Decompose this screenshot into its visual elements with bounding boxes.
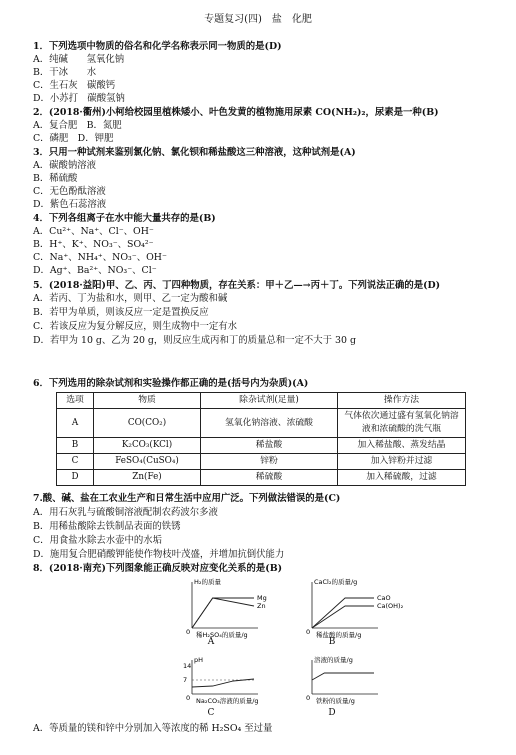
q7-option-b: B．用稀盐酸除去铁制品表面的铁锈	[33, 521, 181, 532]
q1-stem: 1．下列选项中物质的俗名和化学名称表示同一物质的是(D)	[33, 41, 282, 52]
chart-b-caption: B	[328, 637, 336, 647]
table-cell: C	[57, 454, 94, 470]
table-cell: K₂CO₃(KCl)	[94, 438, 201, 454]
q4-option-b: B．H⁺、K⁺、NO₃⁻、SO₄²⁻	[33, 239, 154, 250]
q3-option-a: A．碳酸钠溶液	[33, 160, 97, 171]
chart-b	[300, 578, 420, 648]
q4-option-d: D．Ag⁺、Ba²⁺、NO₃⁻、Cl⁻	[33, 265, 157, 276]
q3-option-c: C．无色酚酞溶液	[33, 186, 106, 197]
q5-option-a: A．若丙、丁为盐和水，则甲、乙一定为酸和碱	[33, 293, 228, 304]
q4-stem: 4．下列各组离子在水中能大量共存的是(B)	[33, 213, 216, 224]
q3-option-d: D．紫色石蕊溶液	[33, 199, 107, 210]
table-header-cell: 物质	[94, 393, 201, 409]
q6-table	[56, 392, 466, 486]
chart-c-svg	[180, 656, 300, 714]
y-axis-label: H₂的质量	[194, 578, 221, 586]
series-line	[192, 598, 254, 628]
q1-option-b: B．干冰 水	[33, 67, 97, 78]
table-header-cell: 选项	[57, 393, 94, 409]
chart-b-svg	[300, 578, 420, 648]
origin-label: 0	[306, 694, 311, 702]
chart-c	[180, 656, 300, 714]
x-axis-label: 稀H₂SO₄的质量/g	[196, 631, 248, 639]
q5-option-d: D．若甲为 10 g、乙为 20 g，则反应生成丙和丁的质量总和一定不大于 30 g	[33, 335, 356, 346]
q5-option-b: B．若甲为单质，则该反应一定是置换反应	[33, 307, 209, 318]
q2-stem: 2．(2018·衢州)小柯给校园里植株矮小、叶色发黄的植物施用尿素 CO(NH₂)₂，尿素是一种(B)	[33, 107, 439, 118]
series-label: Zn	[257, 602, 266, 610]
x-axis-label: 铁粉的质量/g	[316, 697, 355, 705]
chart-d-caption: D	[328, 708, 336, 718]
q1-option-c: C．生石灰 碳酸钙	[33, 80, 116, 91]
table-header-row	[57, 393, 466, 409]
chart-a-caption: A	[207, 637, 215, 647]
chart-a	[180, 578, 300, 648]
table-cell: CO(CO₂)	[94, 409, 201, 438]
y-axis-label: CaCl₂的质量/g	[314, 578, 358, 586]
origin-label: 0	[186, 628, 191, 636]
q3-stem: 3．只用一种试剂来鉴别氯化钠、氯化钡和稀盐酸这三种溶液，这种试剂是(A)	[33, 147, 356, 158]
q7-stem: 7.酸、碱、盐在工农业生产和日常生活中应用广泛。下列做法错误的是(C)	[33, 493, 341, 504]
series-line	[192, 598, 254, 628]
table-cell: 氢氧化钠溶液、浓硫酸	[201, 409, 338, 438]
table-cell: 加入稀硫酸，过滤	[338, 470, 466, 486]
series-line	[312, 606, 374, 628]
series-label: Mg	[257, 594, 267, 602]
y-axis-label: 溶液的质量/g	[314, 656, 353, 664]
table-row	[57, 470, 466, 486]
series-label: CaO	[377, 594, 391, 602]
q4-option-a: A．Cu²⁺、Na⁺、Cl⁻、OH⁻	[33, 226, 154, 237]
table-header-cell: 操作方法	[338, 393, 466, 409]
chart-d	[300, 656, 420, 714]
q5-option-c: C．若该反应为复分解反应，则生成物中一定有水	[33, 321, 238, 332]
table-header-cell: 除杂试剂(足量)	[201, 393, 338, 409]
table-cell: 锌粉	[201, 454, 338, 470]
series-line	[312, 673, 374, 680]
table-cell: Zn(Fe)	[94, 470, 201, 486]
q8-stem: 8．(2018·南充)下列图象能正确反映对应变化关系的是(B)	[33, 563, 283, 574]
table-cell: B	[57, 438, 94, 454]
table-cell: 加入稀盐酸、蒸发结晶	[338, 438, 466, 454]
table-row	[57, 438, 466, 454]
page-title: 专题复习(四) 盐 化肥	[204, 14, 312, 25]
q7-option-c: C．用食盐水除去水壶中的水垢	[33, 535, 163, 546]
q6-stem: 6．下列选用的除杂试剂和实验操作都正确的是(括号内为杂质)(A)	[33, 378, 309, 389]
chart-d-svg	[300, 656, 420, 714]
y-axis-label: pH	[194, 656, 204, 664]
series-label: Ca(OH)₂	[377, 602, 404, 610]
q3-option-b: B．稀硫酸	[33, 173, 78, 184]
y-tick-label: 7	[183, 676, 188, 684]
origin-label: 0	[186, 694, 191, 702]
table-cell: 稀盐酸	[201, 438, 338, 454]
table-row	[57, 454, 466, 470]
chart-a-svg	[180, 578, 300, 648]
table-cell: 稀硫酸	[201, 470, 338, 486]
q2-option-ab: A．复合肥 B．氮肥	[33, 120, 122, 131]
table-row	[57, 409, 466, 438]
q4-option-c: C．Na⁺、NH₄⁺、NO₃⁻、OH⁻	[33, 252, 167, 263]
y-tick-label: 14	[183, 662, 192, 670]
q7-option-a: A．用石灰乳与硫酸铜溶液配制农药波尔多液	[33, 507, 218, 518]
q1-option-a: A．纯碱 氢氧化钠	[33, 54, 125, 65]
table-cell: A	[57, 409, 94, 438]
q2-option-cd: C．磷肥 D．钾肥	[33, 133, 114, 144]
chart-c-caption: C	[207, 708, 215, 718]
table-cell: 气体依次通过盛有氢氧化钠溶液和浓硫酸的洗气瓶	[338, 409, 466, 438]
q7-option-d: D．施用复合肥硝酸钾能使作物枝叶茂盛，并增加抗倒伏能力	[33, 549, 285, 560]
origin-label: 0	[306, 628, 311, 636]
series-line	[312, 598, 374, 628]
x-axis-label: 稀盐酸的质量/g	[316, 631, 362, 639]
q5-stem: 5．(2018·益阳)甲、乙、丙、丁四种物质，存在关系：甲＋乙—→丙＋丁。下列说法正确的是(D)	[33, 280, 441, 291]
table-cell: D	[57, 470, 94, 486]
table-cell: FeSO₄(CuSO₄)	[94, 454, 201, 470]
x-axis-label: Na₂CO₃溶液的质量/g	[196, 697, 259, 705]
q1-option-d: D．小苏打 碳酸氢钠	[33, 93, 125, 104]
table-cell: 加入锌粉并过滤	[338, 454, 466, 470]
q8-footer-line: A．等质量的镁和锌中分别加入等浓度的稀 H₂SO₄ 至过量	[33, 723, 273, 734]
